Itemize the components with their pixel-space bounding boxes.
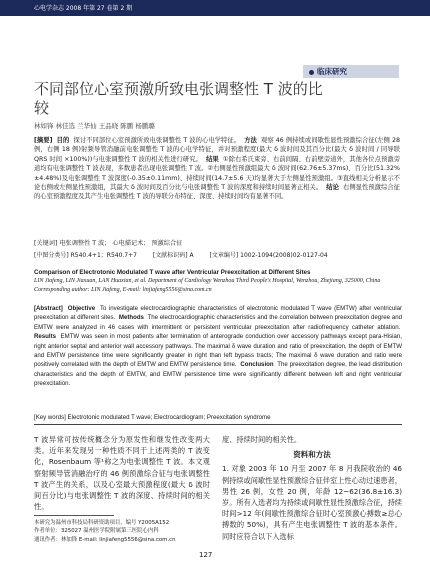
clc-number: [中图分类号] R540.4+1；R540.7+7 bbox=[34, 252, 137, 259]
journal-header-bar bbox=[0, 0, 430, 16]
classification-row bbox=[34, 250, 342, 259]
body-column-right bbox=[222, 434, 402, 542]
english-authors: LIN Jiafeng, LIN Jiaxuan, LAN Huaxian, et al. Department of Cardiology Wenzhou Third People's Hospital, Wenzhou, Zhejiang, 325000, China Corresponding author: LIN Jiafeng, E-mail: linjiafeng5556@sina.com.cn bbox=[34, 278, 381, 293]
methods-paragraph: 1. 对象 2003 年 10 月至 2007 年 8 月我院收治的 46 例持续或间歇性显性预激综合征伴室上性心动过速患者，男性 26 例，女性 20 例，年龄 12~62(36.8±16.3)岁。所有入选者均为持续或间歇性显性预激综合征，持续时间>12 年(间歇性预激综合征时心室预激心搏数≥总心搏数的 50%)，具有产生电张调整性 T 波的基本条件。同时应符合以下入选标 bbox=[222, 464, 402, 541]
footnote: 本研究为温州市科技局科研资助项目，编号 Y2005A152 作者单位：325027 温州医学院附属第三医院心内科 通讯作者：林加锋 E-mail: linjiafeng5556@sina.com.cn bbox=[34, 520, 176, 543]
page-number: 127 bbox=[199, 551, 213, 559]
methods-heading: 资料和方法 bbox=[293, 450, 331, 460]
journal-issue-label: 心电学杂志 2008 年第 27 卷第 2 期 bbox=[34, 5, 133, 12]
body-continuation: 度、持续时间的相关性。 bbox=[222, 435, 302, 444]
article-authors: 林如锋 林佳选 兰华仙 王品晓 陈鹏 杨鹏璐 bbox=[34, 122, 155, 130]
article-number: [文章编号] 1002-1094(2008)02-0127-04 bbox=[209, 252, 328, 259]
english-keywords: [Key words] Electrotonic modulated T wave; Electrocardiogram; Preexcitation syndrome bbox=[34, 414, 271, 421]
footnote-divider bbox=[34, 515, 114, 516]
abstract-paragraph: [摘要] 目的 探讨不同部位心室预激所致电张调整性 T 波的心电学特征。 方法 观察 46 例持续或间歇性显性预激综合征(左侧 28 例，右侧 18 例)射频导管消融前电张调整性 T 波的心电学特征，并对预激程度(最大 δ 波时间及其百分比(最大 δ 波时间 / 同导联 QRS 时间 ×100%))与电张调整性 T 波的相关性进行研究。 结果 ①除右希氏束旁、右前间隔、右前壁旁道外，其他各位点预激旁道均有电张调整性 T 波表现，多数患者出现电张调整性 T 波。②右侧显性预激组最大 δ 波时间(62.76±5.37ms)、百分比(51.32%±4.48%)及电张调整性 T 波深度(-0.35±0.11mm)、持续时间(14.7±5.6 天)均显著大于左侧显性预激组。③直线相关分析显示不论右侧或左侧显性预激组，其最大 δ 波时间及百分比与电张调整性 T 波的深度和持续时间显著正相关。 结论 右侧显性预激综合征的心室预激程度及其产生电张调整性 T 波的导联分布特征、深度、持续时间均有显著不同。 bbox=[34, 137, 400, 201]
body-column-left: T 波异常可按传统概念分为原发性和继发性改变两大类。近年来发现另一种性质不同于上述两类的 T 波变化，Rosenbaum 等¹称之为电张调整性 T 波。本文观察射频导管消融治疗的 46 例预激综合征与电张调整性 T 波产生的关系，以及心室最大预激程度(最大 δ 波时间百分比)与电张调整性 T 波的深度、持续时间的相关性。 bbox=[34, 435, 210, 512]
chinese-keywords: [关键词] 电张调整性 T 波； 心电描记术； 预激综合征 bbox=[34, 240, 183, 247]
document-code: [文献标识码] A bbox=[152, 252, 194, 259]
english-abstract: [Abstract] Objective To investigate electrocardiographic characteristics of electrotonic modulated T wave (EMTW) after ventricular preexcitation at different sites. Methods The electrocardiographic characteristics and the correlation between preexcitation degree and EMTW were analyzed in 46 cases with intermittent or persistent ventricular preexcitation after radiofrequency catheter ablation. Results EMTW was seen in most patients after termination of anterograde conduction over accessory pathways except para-Hisian, right anterior septal and anterior wall accessory pathways. The maximal δ wave duration and ratio of preexcitation, the depth of EMTW and EMTW persistence time were significantly greater in right than left bypass tracts; The maximal δ wave duration and ratio were positively correlated with the depth of EMTW and EMTW persistence time. Conclusion The preexcitation degree, the lead distribution characteristics and the depth of EMTW, and EMTW persistence time were significantly different between left and right ventricular preexcitation. bbox=[34, 305, 402, 388]
bullet-icon bbox=[309, 70, 314, 75]
article-title: 不同部位心室预激所致电张调整性 T 波的比较 bbox=[34, 80, 323, 117]
english-title: Comparison of Electrotonic Modulated T wave after Ventricular Preexcitation at Different Sites bbox=[34, 269, 311, 276]
section-tag: 临床研究 bbox=[303, 65, 399, 78]
section-divider bbox=[34, 424, 402, 425]
